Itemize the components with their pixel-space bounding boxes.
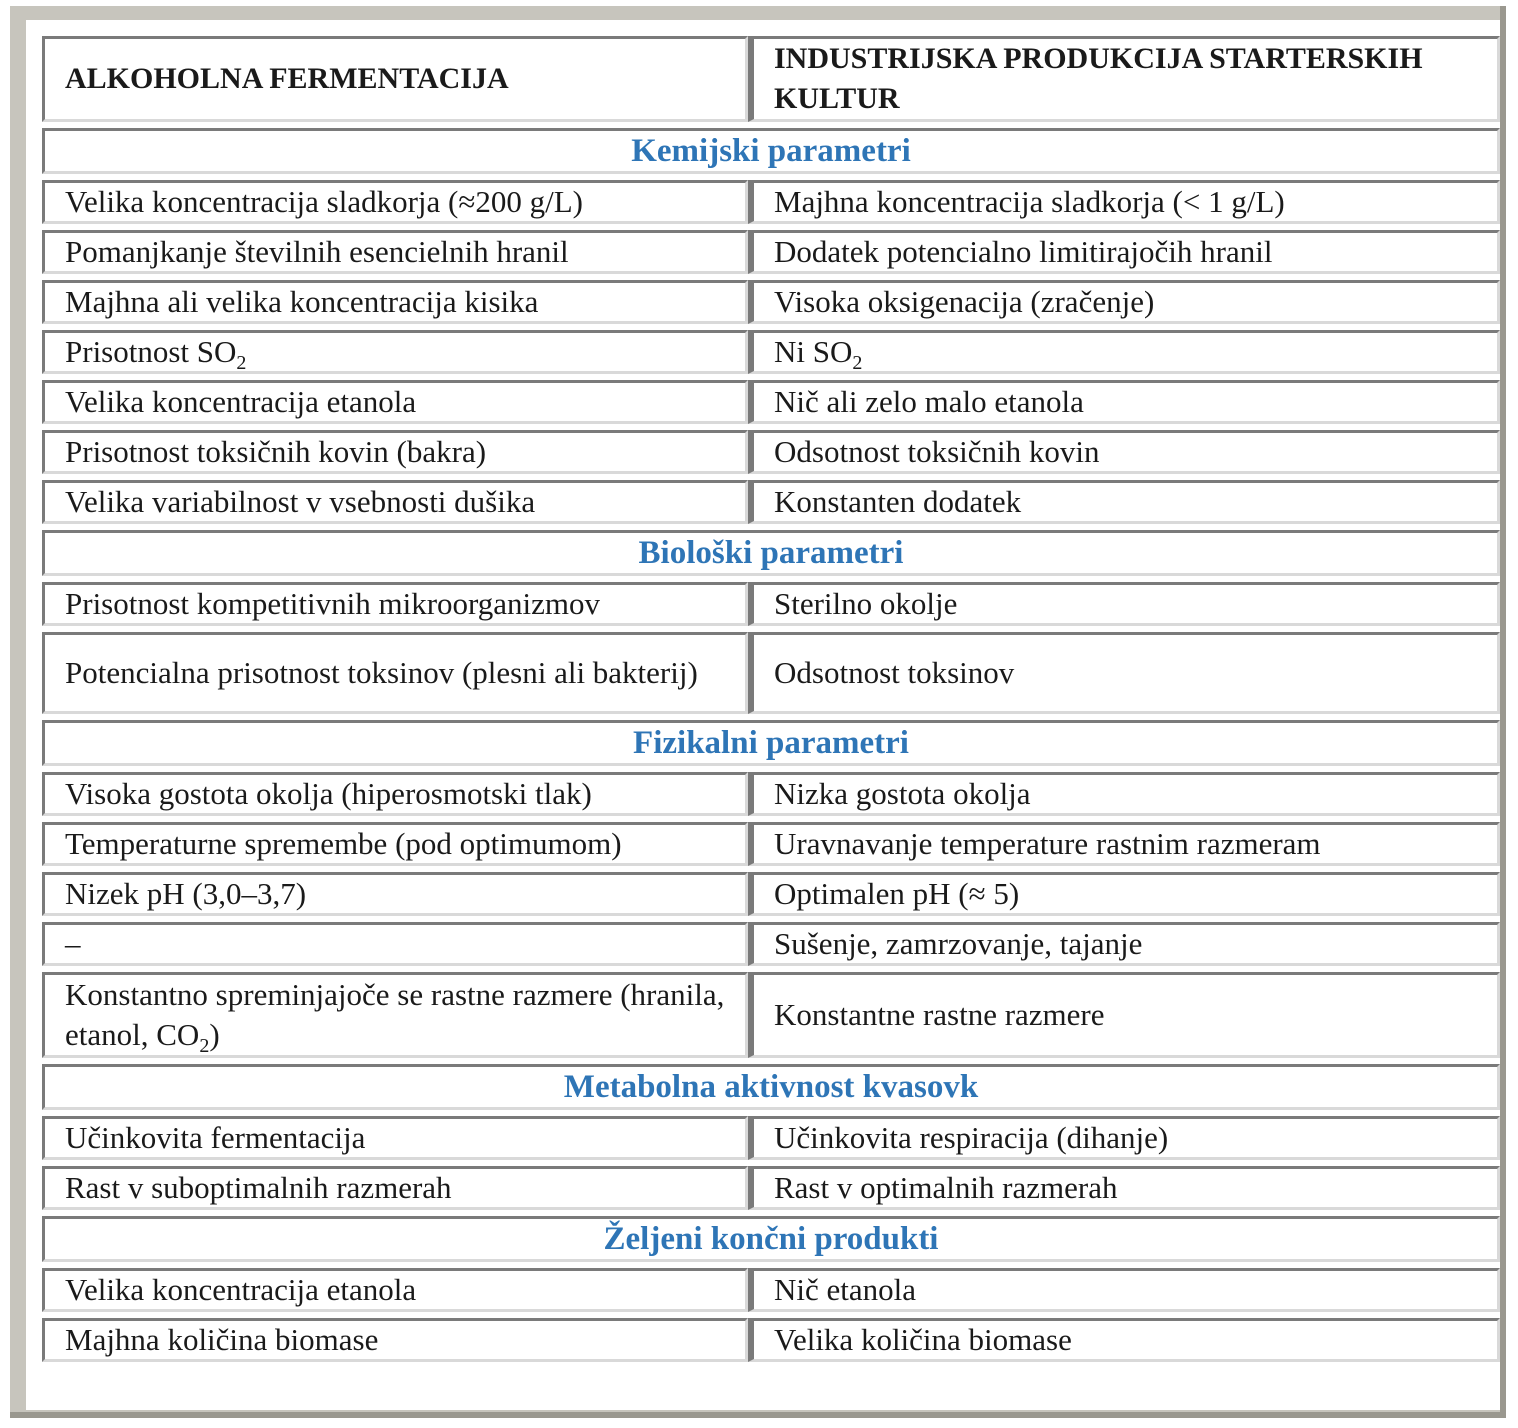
- cell-right: Optimalen pH (≈ 5): [748, 872, 1500, 916]
- subscript: 2: [236, 352, 247, 374]
- cell-left: Potencialna prisotnost toksinov (plesni ali bakterij): [42, 632, 748, 714]
- cell-left: Majhna količina biomase: [42, 1318, 748, 1362]
- table-row: [42, 480, 1500, 524]
- table-row: [42, 380, 1500, 424]
- cell-left: Temperaturne spremembe (pod optimumom): [42, 822, 748, 866]
- cell-left: Velika variabilnost v vsebnosti dušika: [42, 480, 748, 524]
- cell-right: Majhna koncentracija sladkorja (< 1 g/L): [748, 180, 1500, 224]
- cell-right: Nič ali zelo malo etanola: [748, 380, 1500, 424]
- cell-right: Učinkovita respiracija (dihanje): [748, 1116, 1500, 1160]
- section-title-physical: Fizikalni parametri: [42, 720, 1500, 766]
- header-left: ALKOHOLNA FERMENTACIJA: [42, 36, 748, 122]
- cell-right: Konstantne rastne razmere: [748, 972, 1500, 1058]
- section-title-products: Željeni končni produkti: [42, 1216, 1500, 1262]
- table-row: [42, 230, 1500, 274]
- section-row: [42, 720, 1500, 766]
- cell-right: Velika količina biomase: [748, 1318, 1500, 1362]
- cell-right: Konstanten dodatek: [748, 480, 1500, 524]
- subscript: 2: [199, 1035, 210, 1057]
- table-row: [42, 972, 1500, 1058]
- comparison-table: [42, 30, 1500, 1368]
- cell-text: Ni SO: [774, 334, 853, 369]
- table-row: [42, 330, 1500, 374]
- cell-right: Odsotnost toksinov: [748, 632, 1500, 714]
- table-row: [42, 582, 1500, 626]
- cell-text: Prisotnost SO: [65, 334, 237, 369]
- section-row: [42, 530, 1500, 576]
- subscript: 2: [852, 352, 863, 374]
- header-right: INDUSTRIJSKA PRODUKCIJA STARTERSKIH KULTUR: [748, 36, 1500, 122]
- table-row: [42, 632, 1500, 714]
- cell-left: Rast v suboptimalnih razmerah: [42, 1166, 748, 1210]
- document-page: [26, 20, 1500, 1410]
- cell-left: –: [42, 922, 748, 966]
- table-row: [42, 822, 1500, 866]
- cell-text-end: ): [209, 1017, 220, 1052]
- cell-right: [748, 330, 1500, 374]
- table-row: [42, 872, 1500, 916]
- table-row: [42, 280, 1500, 324]
- cell-text: Konstantno spreminjajoče se rastne razmere (hranila, etanol, CO: [65, 977, 725, 1052]
- cell-left: Velika koncentracija etanola: [42, 380, 748, 424]
- cell-right: Odsotnost toksičnih kovin: [748, 430, 1500, 474]
- table-row: [42, 1166, 1500, 1210]
- cell-right: Nič etanola: [748, 1268, 1500, 1312]
- table-row: [42, 430, 1500, 474]
- cell-right: Sterilno okolje: [748, 582, 1500, 626]
- cell-left: Učinkovita fermentacija: [42, 1116, 748, 1160]
- table-row: [42, 1116, 1500, 1160]
- cell-right: Nizka gostota okolja: [748, 772, 1500, 816]
- table-row: [42, 772, 1500, 816]
- section-row: [42, 1216, 1500, 1262]
- cell-left: Pomanjkanje številnih esencielnih hranil: [42, 230, 748, 274]
- cell-left: [42, 330, 748, 374]
- cell-left: Visoka gostota okolja (hiperosmotski tlak): [42, 772, 748, 816]
- table-row: [42, 180, 1500, 224]
- cell-right: Visoka oksigenacija (zračenje): [748, 280, 1500, 324]
- cell-right: Rast v optimalnih razmerah: [748, 1166, 1500, 1210]
- table-row: [42, 922, 1500, 966]
- section-title-chemical: Kemijski parametri: [42, 128, 1500, 174]
- cell-left: Prisotnost kompetitivnih mikroorganizmov: [42, 582, 748, 626]
- cell-left: Velika koncentracija sladkorja (≈200 g/L): [42, 180, 748, 224]
- cell-left: Nizek pH (3,0–3,7): [42, 872, 748, 916]
- cell-left: Majhna ali velika koncentracija kisika: [42, 280, 748, 324]
- table-row: [42, 1268, 1500, 1312]
- cell-right: Uravnavanje temperature rastnim razmeram: [748, 822, 1500, 866]
- cell-left: Velika koncentracija etanola: [42, 1268, 748, 1312]
- section-title-biological: Biološki parametri: [42, 530, 1500, 576]
- cell-right: Dodatek potencialno limitirajočih hranil: [748, 230, 1500, 274]
- cell-left: [42, 972, 748, 1058]
- table-header-row: [42, 36, 1500, 122]
- section-row: [42, 1064, 1500, 1110]
- table-row: [42, 1318, 1500, 1362]
- section-title-metabolic: Metabolna aktivnost kvasovk: [42, 1064, 1500, 1110]
- cell-right: Sušenje, zamrzovanje, tajanje: [748, 922, 1500, 966]
- section-row: [42, 128, 1500, 174]
- document-frame: [10, 6, 1506, 1418]
- cell-left: Prisotnost toksičnih kovin (bakra): [42, 430, 748, 474]
